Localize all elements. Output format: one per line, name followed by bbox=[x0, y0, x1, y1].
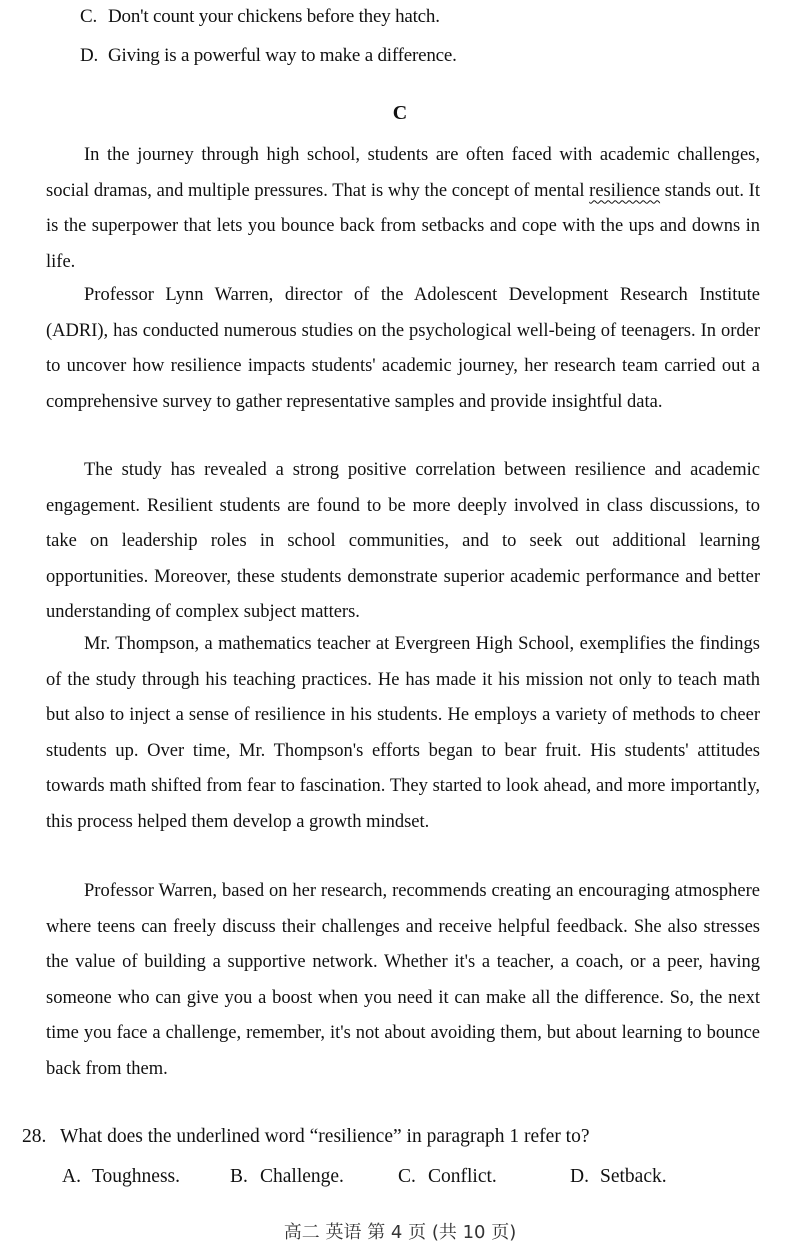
paragraph-3: The study has revealed a strong positive correlation between resilience and academic engagement. Resilient students are found to be more deeply involved in class discussions, to take on leadership roles in school communities, and to seek out additional learning opportunities. Moreover, these students demonstrate superior academic performance and better understanding of complex subject matters. bbox=[46, 460, 760, 622]
paragraph-4: Mr. Thompson, a mathematics teacher at Evergreen High School, exemplifies the findings of the study through his teaching practices. He has made it his mission not only to teach math but also to inject a sense of resilience in his students. He employs a variety of methods to cheer students up. Over time, Mr. Thompson's efforts began to bear fruit. His students' attitudes towards math shifted from fear to fascination. They started to look ahead, and more importantly, this process helped them develop a growth mindset. bbox=[46, 634, 760, 832]
choice-text: Challenge. bbox=[260, 1166, 344, 1187]
previous-option-c bbox=[80, 6, 440, 28]
previous-option-d bbox=[80, 45, 457, 67]
choice-c[interactable] bbox=[398, 1166, 497, 1188]
choice-text: Conflict. bbox=[428, 1166, 497, 1187]
option-label: D. bbox=[80, 45, 99, 66]
page-footer: 高二 英语 第 4 页 (共 10 页) bbox=[283, 1222, 517, 1243]
paragraph-1 bbox=[46, 138, 760, 280]
option-text: Giving is a powerful way to make a difference. bbox=[108, 45, 457, 66]
choice-text: Toughness. bbox=[92, 1166, 181, 1187]
option-label: C. bbox=[80, 6, 98, 27]
choice-a[interactable] bbox=[62, 1166, 180, 1188]
choice-label: C. bbox=[398, 1166, 416, 1187]
question-text: What does the underlined word “resilience” in paragraph 1 refer to? bbox=[60, 1126, 590, 1147]
paragraph-5: Professor Warren, based on her research, recommends creating an encouraging atmosphere where teens can freely discuss their challenges and receive helpful feedback. She also stresses the value of building a supportive network. Whether it's a teacher, a coach, or a peer, having someone who can give you a boost when you need it can make all the difference. So, the next time you face a challenge, remember, it's not about avoiding them, but about learning to bounce back from them. bbox=[46, 881, 760, 1079]
option-text: Don't count your chickens before they hatch. bbox=[108, 6, 440, 27]
paragraph-1-before: In the journey through high school, students are often faced with academic challenges, social dramas, and multiple pressures. That is why the concept of mental bbox=[46, 145, 760, 201]
question-28 bbox=[22, 1126, 590, 1148]
choice-d[interactable] bbox=[570, 1166, 667, 1188]
choice-text: Setback. bbox=[600, 1166, 667, 1187]
choice-label: D. bbox=[570, 1166, 589, 1187]
choice-label: A. bbox=[62, 1166, 81, 1187]
underlined-word: resilience bbox=[589, 180, 661, 201]
choice-label: B. bbox=[230, 1166, 248, 1187]
paragraph-1-after: stands out. It is the superpower that lets you bounce back from setbacks and cope with the ups and downs in life. bbox=[46, 180, 760, 272]
choice-b[interactable] bbox=[230, 1166, 344, 1188]
section-title: C bbox=[392, 102, 408, 124]
paragraph-2: Professor Lynn Warren, director of the Adolescent Development Research Institute (ADRI), has conducted numerous studies on the psychological well-being of teenagers. In order to uncover how resilience impacts students' academic journey, her research team carried out a comprehensive survey to gather representative samples and provide insightful data. bbox=[46, 285, 760, 412]
question-number: 28. bbox=[22, 1126, 47, 1147]
